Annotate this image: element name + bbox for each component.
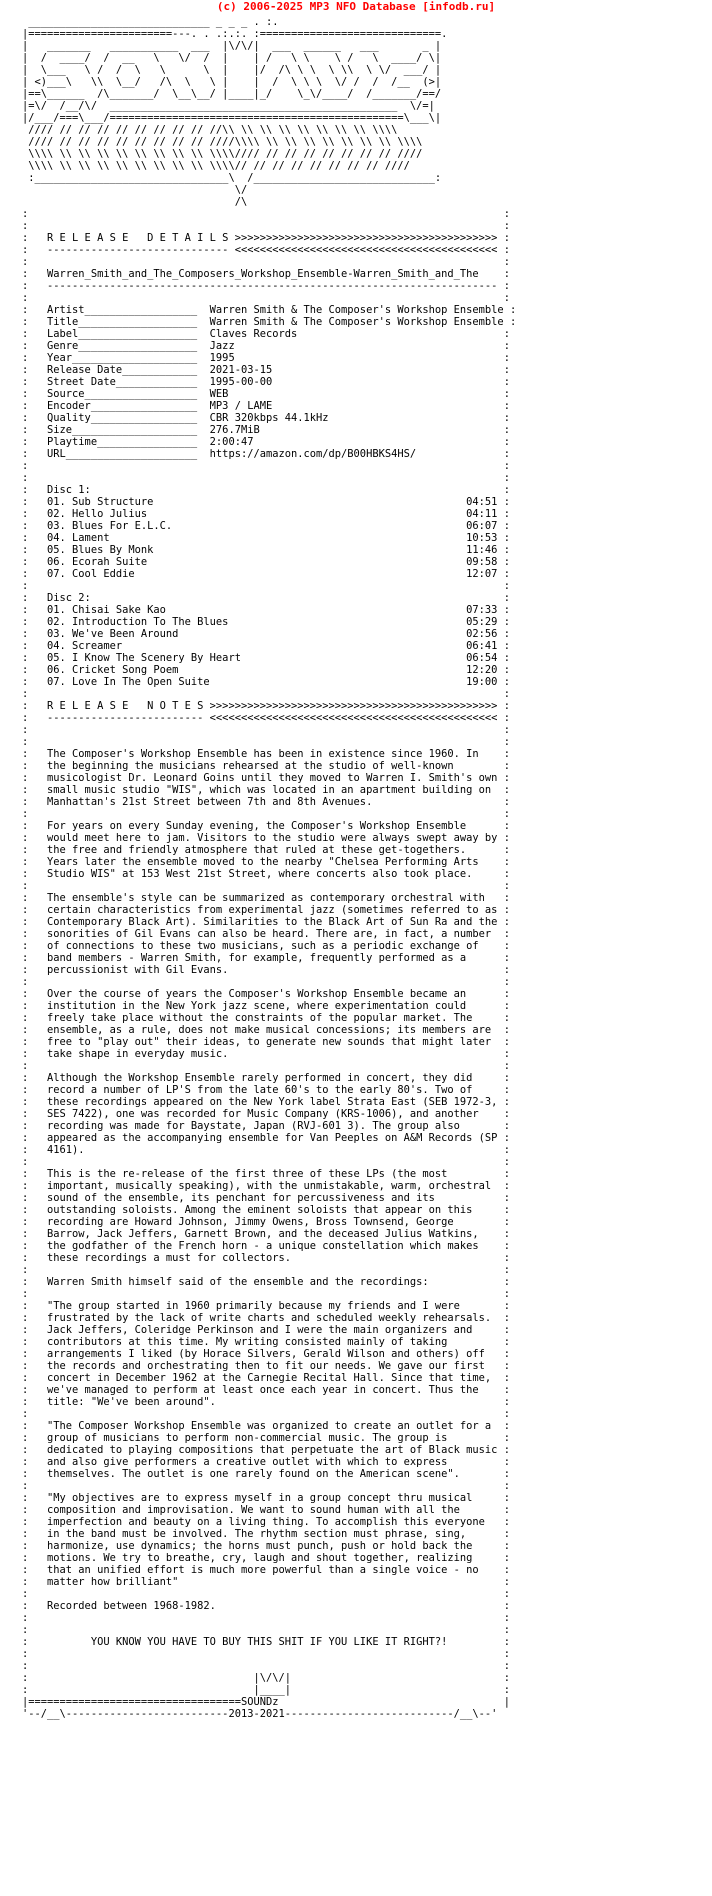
ascii-logo-line: _____________________________ _ _ _ . :. xyxy=(28,16,279,28)
ascii-logo-line: | \___ \ / / \ \ \ | |/ /\ \ \ \ \\ \ \/ ___/ | xyxy=(22,64,442,76)
release-note-line: : appeared as the accompanying ensemble for Van Peeples on A&M Records (SP : xyxy=(22,1132,510,1144)
spacer: : : xyxy=(22,220,510,232)
release-note-line: : certain characteristics from experimental jazz (sometimes referred to as : xyxy=(22,904,510,916)
spacer: : : xyxy=(22,580,510,592)
release-note-line: : matter how brilliant" : xyxy=(22,1576,510,1588)
release-note-line: : take shape in everyday music. : xyxy=(22,1048,510,1060)
spacer: : : xyxy=(22,1648,510,1660)
release-note-line: : composition and improvisation. We want to sound human with all the : xyxy=(22,1504,510,1516)
release-note-line: : sonorities of Gil Evans can also be heard. There are, in fact, a number : xyxy=(22,928,510,940)
track-row: : 03. We've Been Around 02:56 : xyxy=(22,628,510,640)
track-row: : 06. Ecorah Suite 09:58 : xyxy=(22,556,510,568)
release-note-line: : Contemporary Black Art). Similarities to the Black Art of Sun Ra and the : xyxy=(22,916,510,928)
ascii-logo-line: //// // // // // // // // // ////\\\\ \\ \\ \\ \\ \\ \\ \\ \\\\ xyxy=(28,136,423,148)
footer-crown: : |\/\/| : xyxy=(22,1672,510,1684)
release-note-line: : contributors at this time. My writing consisted mainly of taking : xyxy=(22,1336,510,1348)
release-detail-row: : Label___________________ Claves Records : xyxy=(22,328,510,340)
release-note-line: : the records and orchestrating then to fit our needs. We gave our first : xyxy=(22,1360,510,1372)
ascii-logo-line: |=\/ /__/\/ ______________________________________________ \/=| xyxy=(22,100,435,112)
track-row: : 04. Lament 10:53 : xyxy=(22,532,510,544)
release-note-line: : of connections to these two musicians, such as a periodic exchange of : xyxy=(22,940,510,952)
track-row: : 01. Chisai Sake Kao 07:33 : xyxy=(22,604,510,616)
release-note-line: : concert in December 1962 at the Carnegie Recital Hall. Since that time, : xyxy=(22,1372,510,1384)
release-note-line: : in the band must be involved. The rhythm section must phrase, sing, : xyxy=(22,1528,510,1540)
ascii-logo-line: |==\______ /\_______/ \__\__/ |____|_/ \_\/____/ /_______/==/ xyxy=(22,88,442,100)
ascii-logo-line: |/___/===\___/===============================================\___\| xyxy=(22,112,442,124)
release-note-line: : freely take place without the constraints of the popular market. The : xyxy=(22,1012,510,1024)
release-note-line: : recording are Howard Johnson, Jimmy Owens, Bross Townsend, George : xyxy=(22,1216,510,1228)
ascii-logo-line: \/ xyxy=(234,184,248,196)
spacer: : : xyxy=(22,1156,510,1168)
nfo-database-header: (c) 2006-2025 MP3 NFO Database [infodb.ru] xyxy=(216,0,496,13)
release-note-line: : Barrow, Jack Jeffers, Garnett Brown, and the deceased Julius Watkins, : xyxy=(22,1228,510,1240)
spacer: : : xyxy=(22,292,510,304)
closing-line: : YOU KNOW YOU HAVE TO BUY THIS SHIT IF YOU LIKE IT RIGHT?! : xyxy=(22,1636,510,1648)
release-note-line: : that an unified effort is much more powerful than a single voice - no : xyxy=(22,1564,510,1576)
release-detail-row: : Artist__________________ Warren Smith & The Composer's Workshop Ensemble : xyxy=(22,304,517,316)
release-note-line: : ensemble, as a rule, does not make musical concessions; its members are : xyxy=(22,1024,510,1036)
release-note-line: : the godfather of the French horn - a unique constellation which makes : xyxy=(22,1240,510,1252)
spacer: : : xyxy=(22,1660,510,1672)
release-note-line: : we've managed to perform at least once each year in concert. Thus the : xyxy=(22,1384,510,1396)
track-row: : 05. I Know The Scenery By Heart 06:54 : xyxy=(22,652,510,664)
release-detail-row: : Genre___________________ Jazz : xyxy=(22,340,510,352)
release-note-line: : these recordings a must for collectors. : xyxy=(22,1252,510,1264)
release-detail-row: : Quality_________________ CBR 320kbps 44.1kHz : xyxy=(22,412,510,424)
nfo-text xyxy=(22,16,712,1720)
release-details-heading: : R E L E A S E D E T A I L S >>>>>>>>>>>>>>>>>>>>>>>>>>>>>>>>>>>>>>>>>> : xyxy=(22,232,510,244)
spacer: : : xyxy=(22,724,510,736)
release-note-line: : arrangements I liked (by Horace Silvers, Gerald Wilson and others) off : xyxy=(22,1348,510,1360)
track-row: : 04. Screamer 06:41 : xyxy=(22,640,510,652)
release-note-line: : record a number of LP'S from the late 60's to the early 80's. Two of : xyxy=(22,1084,510,1096)
ascii-logo-line: \\\\ \\ \\ \\ \\ \\ \\ \\ \\ \\\\//// // // // // // // // //// xyxy=(28,148,423,160)
release-note-line: : The Composer's Workshop Ensemble has been in existence since 1960. In : xyxy=(22,748,510,760)
ascii-logo-line: | / ____/ / __ \ \/ / | | / \ \ \ / \ ____/ \| xyxy=(22,52,442,64)
spacer: : : xyxy=(22,1588,510,1600)
release-note-line: : Warren Smith himself said of the ensemble and the recordings: : xyxy=(22,1276,510,1288)
spacer: : : xyxy=(22,976,510,988)
release-detail-row: : URL_____________________ https://amazon.com/dp/B00HBKS4HS/ : xyxy=(22,448,510,460)
release-detail-row: : Playtime________________ 2:00:47 : xyxy=(22,436,510,448)
spacer: : : xyxy=(22,1480,510,1492)
divider: : ------------------------------------------------------------------------ : xyxy=(22,280,510,292)
release-note-line: : "The Composer Workshop Ensemble was organized to create an outlet for a : xyxy=(22,1420,510,1432)
spacer: : : xyxy=(22,1612,510,1624)
release-note-line: : would meet here to jam. Visitors to the studio were always swept away by : xyxy=(22,832,510,844)
spacer: : : xyxy=(22,1624,510,1636)
ascii-logo-line: //// // // // // // // // // //\\ \\ \\ \\ \\ \\ \\ \\ \\\\ xyxy=(28,124,398,136)
release-note-line: : the free and friendly atmosphere that ruled at these get-togethers. : xyxy=(22,844,510,856)
spacer: : : xyxy=(22,208,510,220)
ascii-logo-line: \\\\ \\ \\ \\ \\ \\ \\ \\ \\ \\\\// // // // // // // // //// xyxy=(28,160,410,172)
ascii-logo-line: |=======================---. . .:.:. :=============================. xyxy=(22,28,448,40)
track-row: : 07. Love In The Open Suite 19:00 : xyxy=(22,676,510,688)
release-note-line: : 4161). : xyxy=(22,1144,510,1156)
release-note-line: : harmonize, use dynamics; the horns must punch, push or hold back the : xyxy=(22,1540,510,1552)
track-row: : 06. Cricket Song Poem 12:20 : xyxy=(22,664,510,676)
release-note-line: : title: "We've been around". : xyxy=(22,1396,510,1408)
ascii-logo-line: | <)___\ \\ \__/ /\ \ \ | | / \ \ \ \/ / / /__ (>| xyxy=(22,76,442,88)
spacer: : : xyxy=(22,1264,510,1276)
release-detail-row: : Size____________________ 276.7MiB : xyxy=(22,424,510,436)
release-note-line: : group of musicians to perform non-commercial music. The group is : xyxy=(22,1432,510,1444)
release-note-line: : percussionist with Gil Evans. : xyxy=(22,964,510,976)
spacer: : : xyxy=(22,736,510,748)
release-note-line: : For years on every Sunday evening, the Composer's Workshop Ensemble : xyxy=(22,820,510,832)
track-row: : 01. Sub Structure 04:51 : xyxy=(22,496,510,508)
release-note-line: : important, musically speaking), with the unmistakable, warm, orchestral : xyxy=(22,1180,510,1192)
heading-underline: : ------------------------- <<<<<<<<<<<<<<<<<<<<<<<<<<<<<<<<<<<<<<<<<<<<<< : xyxy=(22,712,510,724)
track-row: : 07. Cool Eddie 12:07 : xyxy=(22,568,510,580)
footer-logo: |==================================SOUNDz | xyxy=(22,1696,510,1708)
spacer: : : xyxy=(22,808,510,820)
release-note-line: : Jack Jeffers, Coleridge Perkinson and I were the main organizers and : xyxy=(22,1324,510,1336)
release-note-line: : free to "play out" their ideas, to generate new sounds that might later : xyxy=(22,1036,510,1048)
spacer: : : xyxy=(22,880,510,892)
track-row: : 02. Introduction To The Blues 05:29 : xyxy=(22,616,510,628)
release-note-line: : and also give performers a creative outlet with which to express : xyxy=(22,1456,510,1468)
release-note-line: : Recorded between 1968-1982. : xyxy=(22,1600,510,1612)
release-detail-row: : Title___________________ Warren Smith & The Composer's Workshop Ensemble : xyxy=(22,316,517,328)
release-note-line: : Studio WIS" at 153 West 21st Street, where concerts also took place. : xyxy=(22,868,510,880)
release-note-line: : outstanding soloists. Among the eminent soloists that appear on this : xyxy=(22,1204,510,1216)
footer-years: '--/__\--------------------------2013-2021---------------------------/__\--' xyxy=(22,1708,498,1720)
release-note-line: : recording was made for Baystate, Japan (RVJ-601 3). The group also : xyxy=(22,1120,510,1132)
release-detail-row: : Street Date_____________ 1995-00-00 : xyxy=(22,376,510,388)
spacer: : : xyxy=(22,256,510,268)
release-detail-row: : Release Date____________ 2021-03-15 : xyxy=(22,364,510,376)
track-row: : 05. Blues By Monk 11:46 : xyxy=(22,544,510,556)
release-note-line: : The ensemble's style can be summarized as contemporary orchestral with : xyxy=(22,892,510,904)
spacer: : : xyxy=(22,688,510,700)
release-note-line: : This is the re-release of the first three of these LPs (the most : xyxy=(22,1168,510,1180)
ascii-logo-line: | _______ ___________ ___ |\/\/| ___ ______ ___ _ | xyxy=(22,40,442,52)
release-note-line: : frustrated by the lack of write charts and scheduled weekly rehearsals. : xyxy=(22,1312,510,1324)
release-note-line: : "My objectives are to express myself in a group concept thru musical : xyxy=(22,1492,510,1504)
release-note-line: : Years later the ensemble moved to the nearby "Chelsea Performing Arts : xyxy=(22,856,510,868)
release-note-line: : dedicated to playing compositions that perpetuate the art of Black music : xyxy=(22,1444,510,1456)
release-note-line: : "The group started in 1960 primarily because my friends and I were : xyxy=(22,1300,510,1312)
release-notes-heading: : R E L E A S E N O T E S >>>>>>>>>>>>>>>>>>>>>>>>>>>>>>>>>>>>>>>>>>>>>> : xyxy=(22,700,510,712)
release-note-line: : band members - Warren Smith, for example, frequently performed as a : xyxy=(22,952,510,964)
release-note-line: : sound of the ensemble, its penchant for percussiveness and its : xyxy=(22,1192,510,1204)
release-note-line: : these recordings appeared on the New York label Strata East (SEB 1972-3, : xyxy=(22,1096,510,1108)
spacer: : : xyxy=(22,472,510,484)
spacer: : : xyxy=(22,1288,510,1300)
disc-title: : Disc 1: : xyxy=(22,484,510,496)
spacer: : : xyxy=(22,460,510,472)
nfo-document xyxy=(0,16,712,1894)
release-detail-row: : Year____________________ 1995 : xyxy=(22,352,510,364)
release-note-line: : Manhattan's 21st Street between 7th and 8th Avenues. : xyxy=(22,796,510,808)
release-note-line: : Although the Workshop Ensemble rarely performed in concert, they did : xyxy=(22,1072,510,1084)
spacer: : : xyxy=(22,1060,510,1072)
disc-title: : Disc 2: : xyxy=(22,592,510,604)
release-note-line: : SES 7422), one was recorded for Music Company (KRS-1006), and another : xyxy=(22,1108,510,1120)
release-note-line: : institution in the New York jazz scene, where experimentation could : xyxy=(22,1000,510,1012)
release-note-line: : musicologist Dr. Leonard Goins until they moved to Warren I. Smith's own : xyxy=(22,772,510,784)
track-row: : 03. Blues For E.L.C. 06:07 : xyxy=(22,520,510,532)
track-row: : 02. Hello Julius 04:11 : xyxy=(22,508,510,520)
release-note-line: : motions. We try to breathe, cry, laugh and shout together, realizing : xyxy=(22,1552,510,1564)
release-detail-row: : Source__________________ WEB : xyxy=(22,388,510,400)
release-note-line: : themselves. The outlet is one rarely found on the American scene". : xyxy=(22,1468,510,1480)
footer-crown: : |____| : xyxy=(22,1684,510,1696)
release-note-line: : small music studio "WIS", which was located in an apartment building on : xyxy=(22,784,510,796)
heading-underline: : ----------------------------- <<<<<<<<<<<<<<<<<<<<<<<<<<<<<<<<<<<<<<<<<< : xyxy=(22,244,510,256)
release-note-line: : imperfection and beauty on a living thing. To accomplish this everyone : xyxy=(22,1516,510,1528)
release-note-line: : the beginning the musicians rehearsed at the studio of well-known : xyxy=(22,760,510,772)
release-note-line: : Over the course of years the Composer's Workshop Ensemble became an : xyxy=(22,988,510,1000)
ascii-logo-line: /\ xyxy=(234,196,248,208)
spacer: : : xyxy=(22,1408,510,1420)
release-name: : Warren_Smith_and_The_Composers_Workshop_Ensemble-Warren_Smith_and_The : xyxy=(22,268,510,280)
release-detail-row: : Encoder_________________ MP3 / LAME : xyxy=(22,400,510,412)
ascii-logo-line: :_______________________________\ /_____________________________: xyxy=(28,172,442,184)
